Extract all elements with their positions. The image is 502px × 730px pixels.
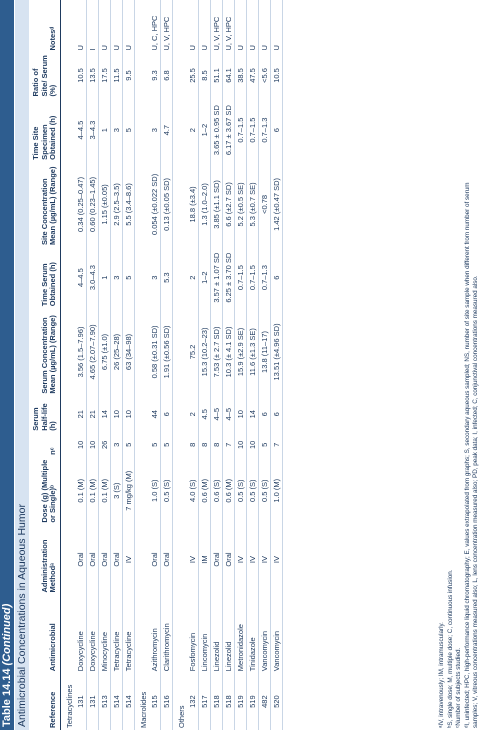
table-cell: U, C, HPC bbox=[149, 0, 161, 53]
continued-label: (Continued) bbox=[1, 603, 13, 666]
table-cell: 13.51 (±4.96 SD) bbox=[270, 308, 282, 395]
table-cell: 21 bbox=[75, 396, 87, 433]
table-row bbox=[246, 0, 258, 730]
table-cell: 0.7–1.3 bbox=[258, 247, 270, 308]
table-cell: IM bbox=[198, 525, 210, 595]
table-cell: 5.3 bbox=[160, 247, 172, 308]
table-cell: 8 bbox=[187, 433, 199, 457]
table-cell: Oral bbox=[86, 525, 98, 595]
table-cell: 4.5 bbox=[198, 396, 210, 433]
col-header: Serum Half-life (h) bbox=[30, 396, 60, 433]
table-row bbox=[187, 0, 199, 730]
col-header: Serum Concentration Mean (µg/mL) (Range) bbox=[30, 308, 60, 395]
table-cell: Oral bbox=[149, 525, 161, 595]
table-cell: <0.78 bbox=[258, 162, 270, 247]
group-row bbox=[172, 0, 187, 730]
table-cell: U bbox=[110, 0, 122, 53]
table-cell: U, V, HPC bbox=[210, 0, 222, 53]
table-cell: 0.5 (S) bbox=[246, 457, 258, 525]
table-cell: I bbox=[86, 0, 98, 53]
table-cell: IV bbox=[270, 525, 282, 595]
table-cell: 514 bbox=[110, 673, 122, 730]
table-cell: 132 bbox=[187, 673, 199, 730]
table-cell: 0.58 (±0.31 SD) bbox=[149, 308, 161, 395]
group-row bbox=[134, 0, 149, 730]
table-cell: 1–2 bbox=[198, 98, 210, 161]
table-cell: Vancomycin bbox=[258, 595, 270, 674]
table-row bbox=[210, 0, 222, 730]
table-cell: 5 bbox=[122, 98, 134, 161]
table-cell: Oral bbox=[210, 525, 222, 595]
table-cell: 1–2 bbox=[198, 247, 210, 308]
table-cell: 3.85 (±1.1 SD) bbox=[210, 162, 222, 247]
table-cell: 6.8 bbox=[160, 53, 172, 99]
table-cell: 0.1 (M) bbox=[98, 457, 110, 525]
table-cell: IV bbox=[187, 525, 199, 595]
col-header: Site Concentration Mean (µg/mL) (Range) bbox=[30, 162, 60, 247]
table-cell: 1.0 (S) bbox=[149, 457, 161, 525]
table-cell: 0.7–1.5 bbox=[246, 247, 258, 308]
table-cell: 0.6 (M) bbox=[198, 457, 210, 525]
table-cell: 482 bbox=[258, 673, 270, 730]
table-cell: Clarithromycin bbox=[160, 595, 172, 674]
table-subtitle: Antimicrobial Concentrations in Aqueous Humor bbox=[15, 0, 29, 730]
table-cell: 47.5 bbox=[246, 53, 258, 99]
table-label: Table 14.14 bbox=[1, 668, 13, 727]
table-cell: 5 bbox=[149, 433, 161, 457]
table-cell: U bbox=[198, 0, 210, 53]
table-row bbox=[86, 0, 98, 730]
table-cell: 3.0–4.3 bbox=[86, 247, 98, 308]
table-cell: 0.13 (±0.05 SD) bbox=[160, 162, 172, 247]
table-cell: 3 (S) bbox=[110, 457, 122, 525]
table-cell: 10 bbox=[75, 433, 87, 457]
table-cell: 1.0 (M) bbox=[270, 457, 282, 525]
table-cell: 1.3 (1.0–2.0) bbox=[198, 162, 210, 247]
table-cell: U, V, HPC bbox=[160, 0, 172, 53]
table-cell: 2 bbox=[187, 98, 199, 161]
col-header: Time Site Specimen Obtained (h) bbox=[30, 98, 60, 161]
table-cell: U bbox=[270, 0, 282, 53]
table-row bbox=[258, 0, 270, 730]
table-cell: 25.5 bbox=[187, 53, 199, 99]
table-cell: 131 bbox=[75, 673, 87, 730]
table-cell: 6 bbox=[270, 247, 282, 308]
group-label: Tetracyclines bbox=[64, 684, 74, 728]
table-cell: 17.5 bbox=[98, 53, 110, 99]
table-cell: Oral bbox=[222, 525, 234, 595]
footnote: ᵃIV, intravenously; IM, intramuscularly. bbox=[438, 622, 445, 728]
footnote: ᵈI, uninfected; HPC, high-performance liquid chromatography; E, values extrapolated from graphs; S, secondary aqueous sampled; NS, number of site sample when different from number of serum bbox=[463, 182, 471, 728]
table-cell: IV bbox=[122, 525, 134, 595]
col-header: Reference bbox=[30, 673, 60, 730]
table-cell: 6.6 (±2.7 SD) bbox=[222, 162, 234, 247]
group-row bbox=[60, 0, 75, 730]
table-cell: 514 bbox=[122, 673, 134, 730]
table-cell: 0.5 (S) bbox=[160, 457, 172, 525]
table-cell: 6 bbox=[160, 396, 172, 433]
table-cell: 4.0 (S) bbox=[187, 457, 199, 525]
table-cell: 10 bbox=[246, 433, 258, 457]
table-cell: 1 bbox=[98, 98, 110, 161]
table-cell: 11.5 bbox=[110, 53, 122, 99]
table-cell: Linezolid bbox=[210, 595, 222, 674]
table-cell: 5 bbox=[258, 433, 270, 457]
table-cell: 5 bbox=[122, 433, 134, 457]
table-cell: 0.60 (0.23–1.45) bbox=[86, 162, 98, 247]
table-cell: 0.5 (S) bbox=[234, 457, 246, 525]
table-cell: U bbox=[187, 0, 199, 53]
table-cell: 4–4.5 bbox=[75, 247, 87, 308]
table-cell: 517 bbox=[198, 673, 210, 730]
group-label: Macrolides bbox=[138, 691, 148, 728]
table-cell: 13.8 (11–17) bbox=[258, 308, 270, 395]
table-cell: Metronidazole bbox=[234, 595, 246, 674]
table-row bbox=[160, 0, 172, 730]
table-cell: Tetracycline bbox=[122, 595, 134, 674]
col-header: Ratio of Site/ Serum (%) bbox=[30, 53, 60, 99]
table-cell: 5 bbox=[122, 247, 134, 308]
col-header: nᶜ bbox=[30, 433, 60, 457]
table-cell: U bbox=[75, 0, 87, 53]
table-cell: U bbox=[122, 0, 134, 53]
table-cell: 0.1 (M) bbox=[75, 457, 87, 525]
table-cell: 7.53 (± 2.7 SD) bbox=[210, 308, 222, 395]
table-cell: 5.2 (±0.5 SE) bbox=[234, 162, 246, 247]
table-cell: Vancomycin bbox=[270, 595, 282, 674]
table-cell: IV bbox=[258, 525, 270, 595]
table-cell: 10 bbox=[110, 396, 122, 433]
table-cell: 518 bbox=[210, 673, 222, 730]
table-cell: 2.9 (2.5–3.5) bbox=[110, 162, 122, 247]
table-cell: 10.5 bbox=[75, 53, 87, 99]
table-cell: Oral bbox=[110, 525, 122, 595]
table-cell: 0.7–1.5 bbox=[246, 98, 258, 161]
table-cell: 13.5 bbox=[86, 53, 98, 99]
table-cell: 7 bbox=[222, 433, 234, 457]
table-row bbox=[122, 0, 134, 730]
table-row bbox=[98, 0, 110, 730]
table-cell: 6 bbox=[258, 396, 270, 433]
table-cell: 63 (34–98) bbox=[122, 308, 134, 395]
table-cell: Oral bbox=[160, 525, 172, 595]
table-cell: 0.7–1.3 bbox=[258, 98, 270, 161]
table-cell: Lincomycin bbox=[198, 595, 210, 674]
table-cell: 9.5 bbox=[122, 53, 134, 99]
table-cell: 3 bbox=[149, 98, 161, 161]
col-header: Administration Methodᵃ bbox=[30, 525, 60, 595]
table-cell: Oral bbox=[98, 525, 110, 595]
table-cell: 0.1 (M) bbox=[86, 457, 98, 525]
table-cell: 0.7–1.5 bbox=[234, 247, 246, 308]
table-cell: 3 bbox=[110, 98, 122, 161]
table-cell: 1.42 (±0.47 SD) bbox=[270, 162, 282, 247]
table-row bbox=[270, 0, 282, 730]
table-cell: 0.5 (S) bbox=[258, 457, 270, 525]
table-cell: 6 bbox=[270, 396, 282, 433]
table-cell: U bbox=[98, 0, 110, 53]
table-cell: 1 bbox=[98, 247, 110, 308]
table-cell: Linezolid bbox=[222, 595, 234, 674]
table-cell: 26 bbox=[98, 433, 110, 457]
table-cell: 515 bbox=[149, 673, 161, 730]
table-cell: 15.9 (±2.9 SE) bbox=[234, 308, 246, 395]
table-cell: 4–5 bbox=[222, 396, 234, 433]
table-cell: 21 bbox=[86, 396, 98, 433]
group-label: Others bbox=[176, 705, 186, 728]
table-cell: 10 bbox=[234, 433, 246, 457]
table-cell: IV bbox=[246, 525, 258, 595]
col-header: Antimicrobial bbox=[30, 595, 60, 674]
table-cell: 5.3 (±0.7 SE) bbox=[246, 162, 258, 247]
table-cell: 26 (25–28) bbox=[110, 308, 122, 395]
table-cell: 15.3 (10.2–23) bbox=[198, 308, 210, 395]
table-row bbox=[222, 0, 234, 730]
table-cell: 518 bbox=[222, 673, 234, 730]
table-row bbox=[198, 0, 210, 730]
col-header: Notesᵈ bbox=[30, 0, 60, 53]
table-cell: 3 bbox=[110, 247, 122, 308]
table-cell: 6.17 ± 3.67 SD bbox=[222, 98, 234, 161]
col-header: Time Serum Obtained (h) bbox=[30, 247, 60, 308]
table-cell: 6.25 ± 3.70 SD bbox=[222, 247, 234, 308]
table-cell: 519 bbox=[234, 673, 246, 730]
table-cell: 5 bbox=[160, 433, 172, 457]
table-cell: 1.91 (±0.56 SD) bbox=[160, 308, 172, 395]
table-row bbox=[234, 0, 246, 730]
table-cell: 10.3 (± 4.1 SD) bbox=[222, 308, 234, 395]
table-cell: 8 bbox=[198, 433, 210, 457]
header-row bbox=[30, 0, 60, 730]
table-cell: 3 bbox=[149, 247, 161, 308]
table-cell: 0.054 (±0.022 SD) bbox=[149, 162, 161, 247]
table-cell: Tinidazole bbox=[246, 595, 258, 674]
table-row bbox=[149, 0, 161, 730]
table-cell: 3.56 (1.5–7.96) bbox=[75, 308, 87, 395]
table-cell: 44 bbox=[149, 396, 161, 433]
table-cell: Tetracycline bbox=[110, 595, 122, 674]
table-cell: 131 bbox=[86, 673, 98, 730]
table-cell: 4–4.5 bbox=[75, 98, 87, 161]
table-cell: 10 bbox=[86, 433, 98, 457]
table-cell: 4–5 bbox=[210, 396, 222, 433]
table-cell: 10 bbox=[234, 396, 246, 433]
table-cell: Doxycycline bbox=[75, 595, 87, 674]
table-cell: 4.65 (2.07–7.90) bbox=[86, 308, 98, 395]
table-cell: U, V, HPC bbox=[222, 0, 234, 53]
table-cell: 7 bbox=[270, 433, 282, 457]
table-cell: 9.3 bbox=[149, 53, 161, 99]
table-cell: 519 bbox=[246, 673, 258, 730]
table-cell: 3–4.3 bbox=[86, 98, 98, 161]
table-cell: 18.8 (±3.4) bbox=[187, 162, 199, 247]
footnote: samples; V, vitreous concentrations measured also; L, lens concentration measured also; PD, peak data; I, infected; C, conjunctival concentrations measured also. bbox=[472, 275, 479, 728]
table-row bbox=[75, 0, 87, 730]
table-cell: 8.5 bbox=[198, 53, 210, 99]
table-cell: U bbox=[246, 0, 258, 53]
table-cell: 520 bbox=[270, 673, 282, 730]
table-cell: 7 mg/kg (M) bbox=[122, 457, 134, 525]
table-body bbox=[60, 0, 282, 730]
footnote: ᵇS, single dose; M, multiple dose; C, continuous infusion. bbox=[446, 569, 454, 728]
table-cell: 6 bbox=[270, 98, 282, 161]
table-cell: 51.1 bbox=[210, 53, 222, 99]
footnote: ᶜNumber of subjects studied. bbox=[455, 647, 462, 728]
table-cell: 14 bbox=[98, 396, 110, 433]
table-cell: Azithromycin bbox=[149, 595, 161, 674]
table-cell: 0.7–1.5 bbox=[234, 98, 246, 161]
table-cell: 513 bbox=[98, 673, 110, 730]
table-cell: 2 bbox=[187, 247, 199, 308]
table-cell: 38.5 bbox=[234, 53, 246, 99]
table-cell: 3.65 ± 0.95 SD bbox=[210, 98, 222, 161]
table-cell: 516 bbox=[160, 673, 172, 730]
table-cell: 14 bbox=[246, 396, 258, 433]
table-cell: Fosfomycin bbox=[187, 595, 199, 674]
table-cell: U bbox=[234, 0, 246, 53]
table-cell: IV bbox=[234, 525, 246, 595]
table-cell: Doxycycline bbox=[86, 595, 98, 674]
table-cell: Minocycline bbox=[98, 595, 110, 674]
table-cell: 5.5 (3.4–8.6) bbox=[122, 162, 134, 247]
table-cell: 10.5 bbox=[270, 53, 282, 99]
table-cell: 0.6 (S) bbox=[210, 457, 222, 525]
table-row bbox=[110, 0, 122, 730]
table-cell: 75.2 bbox=[187, 308, 199, 395]
table-cell: 0.6 (M) bbox=[222, 457, 234, 525]
table-cell: 11.6 (±1.3 SE) bbox=[246, 308, 258, 395]
table-title bbox=[0, 0, 14, 730]
table-cell: 4.7 bbox=[160, 98, 172, 161]
footnotes bbox=[438, 2, 481, 728]
table-cell: U bbox=[258, 0, 270, 53]
table-cell: 3 bbox=[110, 433, 122, 457]
col-header: Dose (g) (Multiple or Single)ᵇ bbox=[30, 457, 60, 525]
data-table bbox=[30, 0, 283, 730]
table-cell: 10 bbox=[122, 396, 134, 433]
table-cell: 2 bbox=[187, 396, 199, 433]
table-cell: Oral bbox=[75, 525, 87, 595]
table-cell: 64.1 bbox=[222, 53, 234, 99]
table-cell: 3.57 ± 1.07 SD bbox=[210, 247, 222, 308]
table-cell: <5.6 bbox=[258, 53, 270, 99]
table-cell: 1.15 (±0.05) bbox=[98, 162, 110, 247]
table-cell: 8 bbox=[210, 433, 222, 457]
table-cell: 0.34 (0.25–0.47) bbox=[75, 162, 87, 247]
table-cell: 6.75 (±1.0) bbox=[98, 308, 110, 395]
